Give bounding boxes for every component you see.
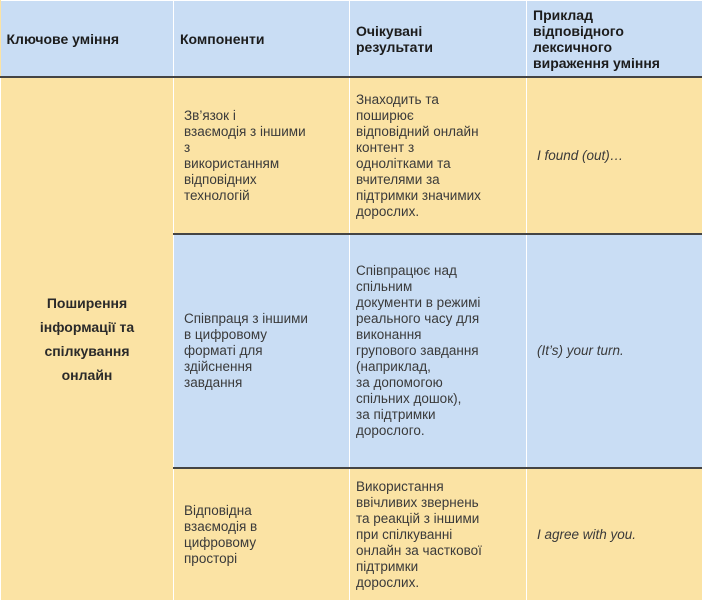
- component-cell: Відповідна взаємодія в цифровому просторі: [174, 468, 350, 601]
- table-row: [1, 77, 702, 234]
- header-example: Приклад відповідного лексичного вираження уміння: [527, 1, 702, 78]
- header-results: Очікувані результати: [350, 1, 527, 78]
- header-row: [1, 1, 702, 78]
- result-cell: Використання ввічливих звернень та реакцій з іншими при спілкуванні онлайн за часткової підтримки дорослих.: [350, 468, 527, 601]
- result-cell: Знаходить та поширює відповідний онлайн контент з однолітками та вчителями за підтримки значимих дорослих.: [350, 77, 527, 234]
- result-cell: Співпрацює над спільним документи в режимі реального часу для виконання групового завдання (наприклад, за допомогою спільних дошок), за підтримки дорослого.: [350, 234, 527, 468]
- component-cell: Зв’язок і взаємодія з іншими з використанням відповідних технологій: [174, 77, 350, 234]
- expression-cell: (It’s) your turn.: [527, 234, 702, 468]
- component-cell: Співпраця з іншими в цифровому форматі для здійснення завдання: [174, 234, 350, 468]
- skill-cell: Поширення інформації та спілкування онлайн: [1, 77, 174, 601]
- header-skill: Ключове уміння: [1, 1, 174, 78]
- expression-cell: I found (out)…: [527, 77, 702, 234]
- header-components: Компоненти: [174, 1, 350, 78]
- expression-cell: I agree with you.: [527, 468, 702, 601]
